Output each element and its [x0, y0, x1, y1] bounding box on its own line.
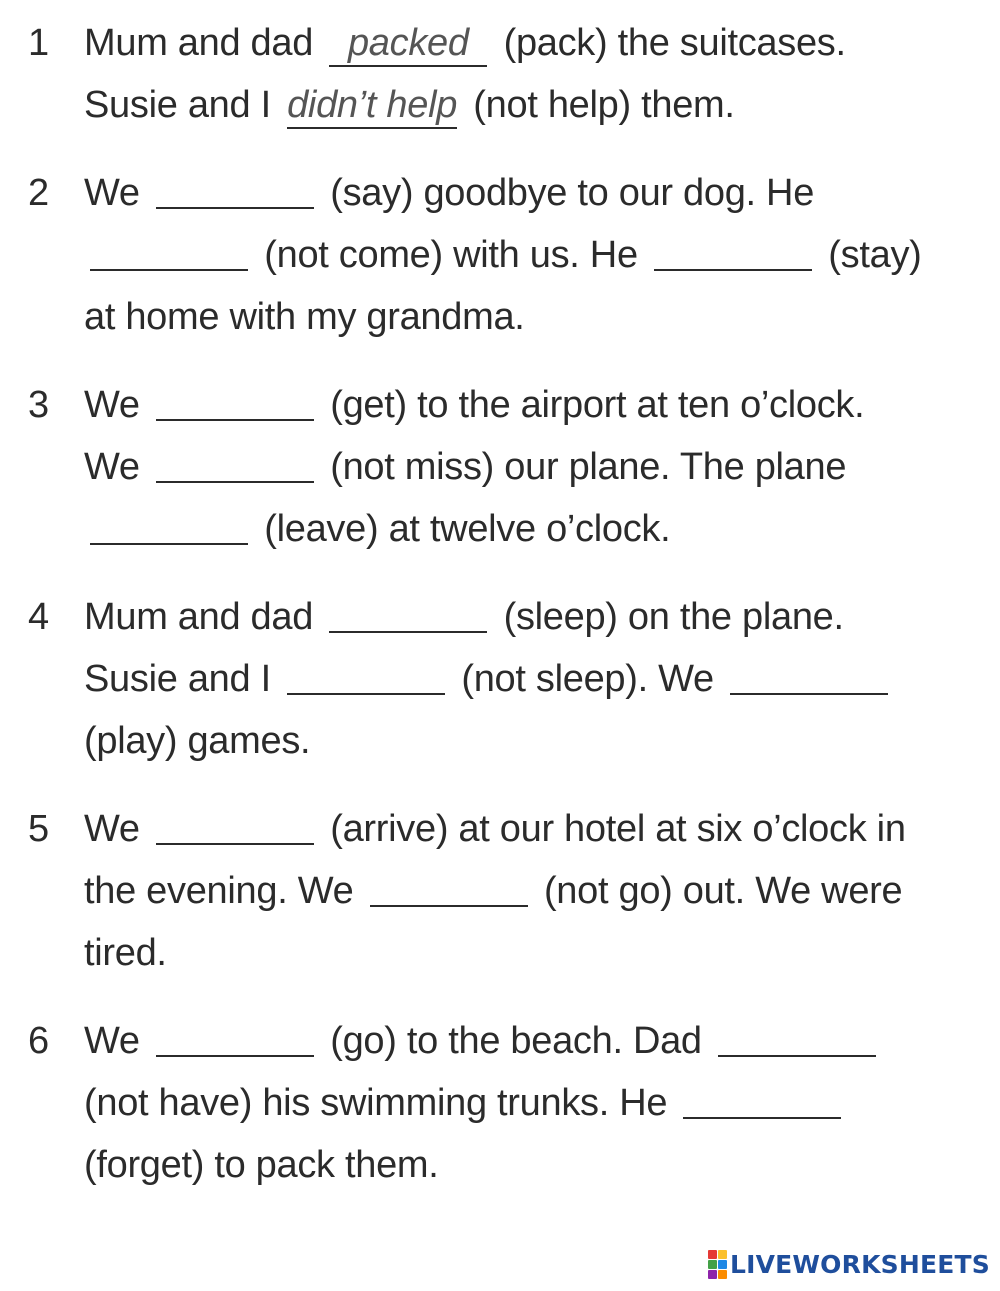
sentence-text: (not have) his swimming trunks. He [84, 1082, 678, 1124]
exercise-item [0, 586, 1000, 772]
sentence-line [84, 374, 964, 436]
sentence-text: (pack) the suitcases. [493, 22, 846, 64]
sentence-text: (not come) with us. He [254, 234, 649, 276]
logo-square [708, 1260, 717, 1269]
answer-blank[interactable] [156, 169, 314, 209]
sentence-line [84, 922, 964, 984]
answer-blank[interactable] [370, 867, 528, 907]
sentence-text: (sleep) on the plane. [493, 596, 844, 638]
item-text [84, 374, 964, 560]
item-text [84, 162, 964, 348]
item-text [84, 798, 964, 984]
sentence-line [84, 74, 964, 136]
sentence-text: We [84, 384, 150, 426]
exercise-item [0, 12, 1000, 136]
item-text [84, 586, 964, 772]
sentence-text: (play) games. [84, 720, 311, 762]
liveworksheets-logo-icon [708, 1250, 727, 1279]
sentence-text: (stay) [818, 234, 922, 276]
worksheet [0, 12, 1000, 1222]
sentence-text: tired. [84, 932, 167, 974]
sentence-text: (not miss) our plane. The plane [319, 446, 847, 488]
item-number: 5 [28, 808, 50, 850]
answer-blank[interactable] [90, 505, 248, 545]
logo-text: LIVEWORKSHEETS [729, 1249, 990, 1279]
item-number: 4 [28, 596, 50, 638]
sentence-line [84, 586, 964, 648]
liveworksheets-logo [708, 1249, 990, 1279]
sentence-line [84, 286, 964, 348]
sentence-line [84, 498, 964, 560]
logo-square [718, 1250, 727, 1259]
item-number: 2 [28, 172, 50, 214]
logo-square [708, 1270, 717, 1279]
answer-blank[interactable] [683, 1079, 841, 1119]
sentence-line [84, 648, 964, 710]
sentence-text: the evening. We [84, 870, 364, 912]
sentence-line [84, 12, 964, 74]
item-text [84, 12, 964, 136]
sentence-text: We [84, 1020, 150, 1062]
logo-square [708, 1250, 717, 1259]
sentence-text: (say) goodbye to our dog. He [319, 172, 815, 214]
example-answer: didn’t help [287, 85, 457, 129]
answer-blank[interactable] [718, 1017, 876, 1057]
sentence-text: at home with my grandma. [84, 296, 525, 338]
sentence-text: (get) to the airport at ten o’clock. [319, 384, 865, 426]
exercise-item [0, 374, 1000, 560]
exercise-item [0, 162, 1000, 348]
sentence-text: (not go) out. We were [533, 870, 903, 912]
answer-blank[interactable] [90, 231, 248, 271]
item-number: 1 [28, 22, 50, 64]
answer-blank[interactable] [156, 805, 314, 845]
answer-blank[interactable] [329, 593, 487, 633]
answer-blank[interactable] [156, 1017, 314, 1057]
sentence-line [84, 860, 964, 922]
sentence-text: (leave) at twelve o’clock. [254, 508, 671, 550]
sentence-text: (forget) to pack them. [84, 1144, 439, 1186]
exercise-item [0, 1010, 1000, 1196]
sentence-text: We [84, 446, 150, 488]
sentence-text: Mum and dad [84, 596, 324, 638]
exercise-item [0, 798, 1000, 984]
logo-square [718, 1260, 727, 1269]
example-answer: packed [329, 23, 487, 67]
sentence-line [84, 798, 964, 860]
sentence-line [84, 1072, 964, 1134]
sentence-line [84, 1134, 964, 1196]
sentence-text: (not sleep). We [451, 658, 725, 700]
sentence-text: (go) to the beach. Dad [319, 1020, 713, 1062]
answer-blank[interactable] [156, 443, 314, 483]
item-text [84, 1010, 964, 1196]
answer-blank[interactable] [654, 231, 812, 271]
item-number: 3 [28, 384, 50, 426]
sentence-text: We [84, 172, 150, 214]
item-number: 6 [28, 1020, 50, 1062]
sentence-text: Susie and I [84, 84, 282, 126]
sentence-line [84, 1010, 964, 1072]
sentence-text: Susie and I [84, 658, 282, 700]
sentence-line [84, 162, 964, 224]
logo-square [718, 1270, 727, 1279]
sentence-text: (arrive) at our hotel at six o’clock in [319, 808, 906, 850]
answer-blank[interactable] [156, 381, 314, 421]
sentence-text: Mum and dad [84, 22, 324, 64]
answer-blank[interactable] [730, 655, 888, 695]
sentence-text: We [84, 808, 150, 850]
sentence-line [84, 710, 964, 772]
sentence-text: (not help) them. [463, 84, 735, 126]
sentence-line [84, 436, 964, 498]
answer-blank[interactable] [287, 655, 445, 695]
sentence-line [84, 224, 964, 286]
